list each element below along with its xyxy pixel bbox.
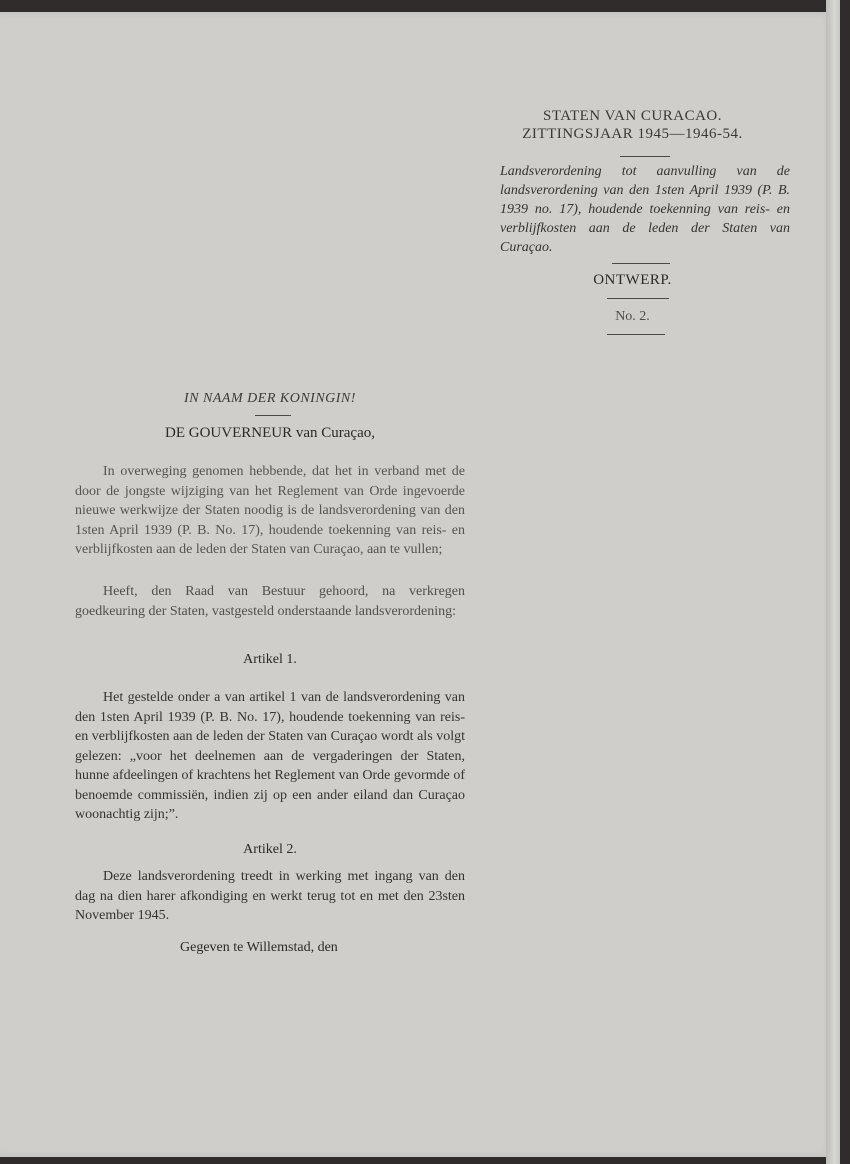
- draft-number: No. 2.: [615, 309, 650, 324]
- enacting-paragraph: [75, 582, 465, 621]
- header-divider: [620, 156, 670, 157]
- title-line-1: STATEN VAN CURACAO.: [542, 108, 723, 124]
- article-1-paragraph: [75, 688, 465, 825]
- article-2-heading: Artikel 2.: [243, 842, 297, 857]
- article-2-text: Deze landsverordening treedt in werking met ingang van den dag na dien harer afkondiging en werkt terug tot en met den 23sten November 1945.: [75, 869, 465, 923]
- title-line-2: ZITTINGSJAAR 1945—1946-54.: [522, 126, 743, 142]
- article-2-paragraph: [75, 867, 465, 926]
- considering-text: In overweging genomen hebbende, dat het in verband met de door de jongste wijziging van het Reglement van Orde ingevoerde nieuwe werkwijze der Staten noodig is de landsverordening van den 1sten April 1939 (P. B. No. 17), houdende toekenning van reis- en verblijfkosten aan de leden der Staten van Curaçao, aan te vullen;: [75, 464, 465, 557]
- article-1-text: Het gestelde onder a van artikel 1 van de landsverordening van den 1sten April 1939 (P. B. No. 17), houdende toekenning van reis- en verblijfkosten aan de leden der Staten van Curaçao wordt als volgt gelezen: „voor het deelnemen aan de vergaderingen der Staten, hunne afdeelingen of krachtens het Reglement van Orde gevormde of benoemde commissiën, indien zij op een ander eiland dan Curaçao woonachtig zijn;”.: [75, 690, 465, 822]
- enacting-text: Heeft, den Raad van Bestuur gehoord, na verkregen goedkeuring der Staten, vastgesteld onderstaande landsverordening:: [75, 584, 465, 619]
- document-header-title: [505, 107, 760, 143]
- governor-line: DE GOUVERNEUR van Curaçao,: [165, 425, 375, 441]
- invocation: IN NAAM DER KONINGIN!: [184, 391, 356, 406]
- considering-paragraph: [75, 462, 465, 560]
- draft-divider: [607, 298, 669, 299]
- invocation-divider: [255, 415, 291, 416]
- page-edge: [826, 0, 840, 1164]
- number-divider: [607, 334, 665, 335]
- article-1-heading: Artikel 1.: [243, 652, 297, 667]
- given-at-line: Gegeven te Willemstad, den: [180, 940, 338, 955]
- document-page: [0, 12, 835, 1157]
- document-subject: Landsverordening tot aanvulling van de landsverordening van den 1sten April 1939 (P. B. 1939 no. 17), houdende toekenning van reis- en verblijfkosten aan de leden der Staten van Curaçao.: [500, 164, 790, 255]
- draft-label: ONTWERP.: [593, 272, 672, 288]
- subject-divider: [612, 263, 670, 264]
